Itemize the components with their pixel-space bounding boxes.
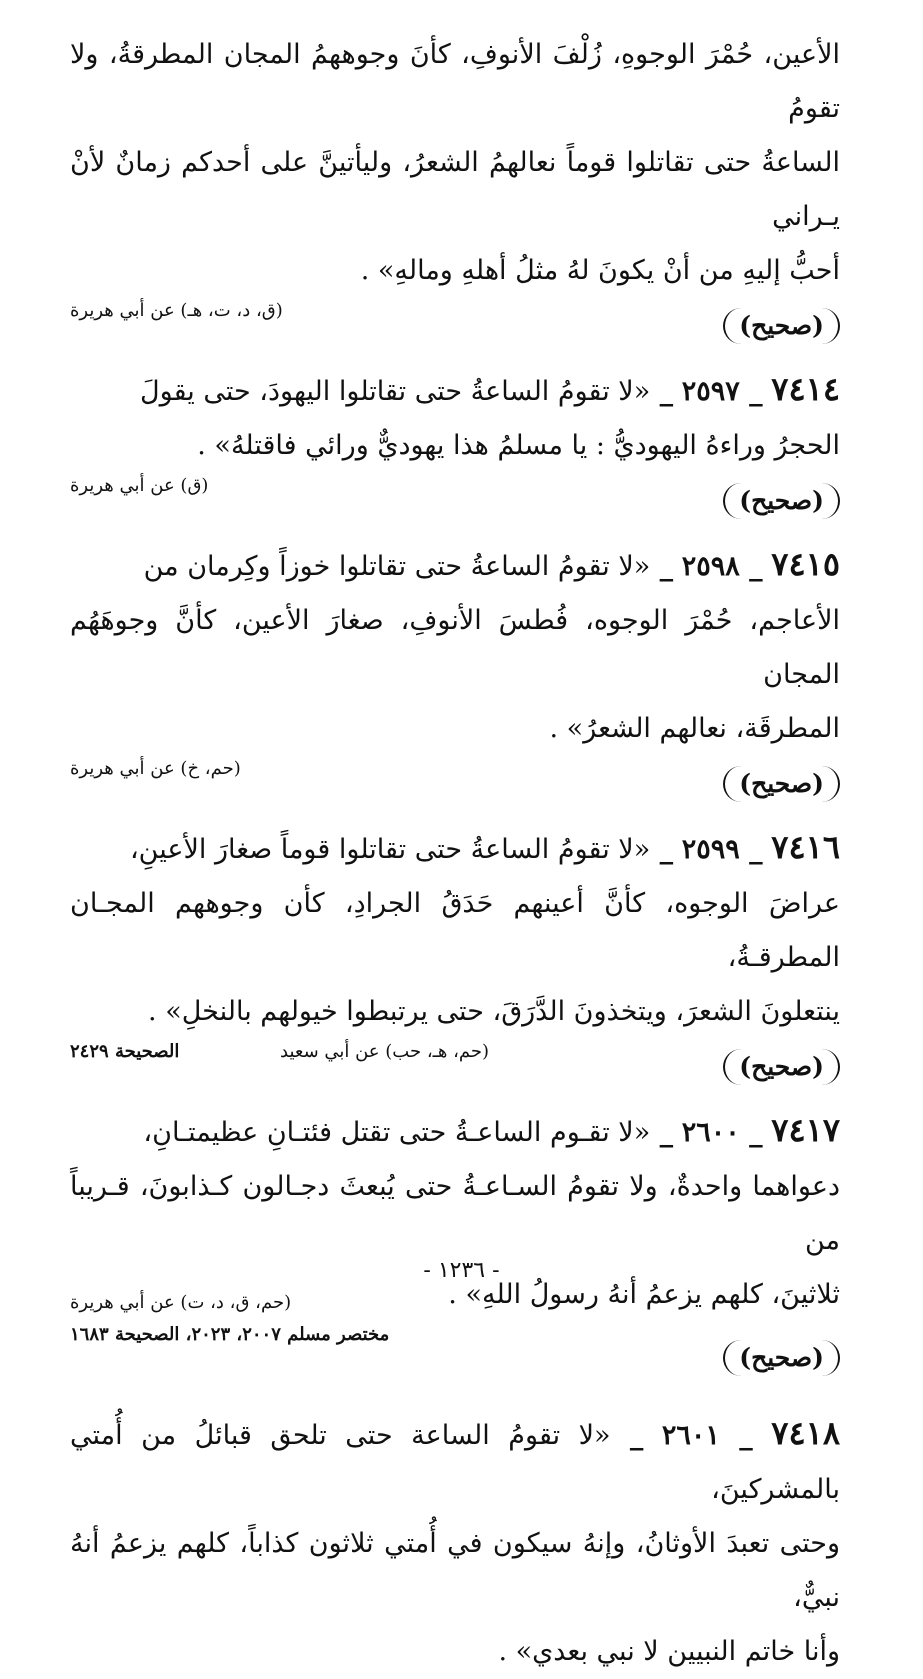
- hadith-sub-number: ٢٦٠١: [661, 1420, 720, 1451]
- text-line: الساعةُ حتى تقاتلوا قوماً نعالهمُ الشعرُ، وليأتينَّ على أحدكم زمانٌ لأنْ يـراني: [70, 147, 840, 232]
- hadith-7416: [70, 820, 840, 1095]
- hadith-meta: [70, 1039, 840, 1095]
- hadith-first-line: ٧٤١٨ _ ٢٦٠١ _ «لا تقومُ الساعة حتى تلحق قبائلُ من أُمتي بالمشركينَ،: [70, 1414, 840, 1505]
- text-line: الحجرُ وراءهُ اليهوديُّ : يا مسلمُ هذا يهوديٌّ ورائي فاقتلهُ» .: [197, 430, 840, 461]
- grade-label: (صحيح): [723, 766, 840, 802]
- hadith-7414: [70, 362, 840, 529]
- source-label: (حم، ق، د، ت) عن أبي هريرة: [70, 1292, 292, 1313]
- text-line: وأنا خاتم النبيين لا نبي بعدي» .: [498, 1636, 840, 1667]
- source-label: (حم، هـ، حب) عن أبي سعيد: [280, 1041, 490, 1062]
- hadith-sub-number: ٢٥٩٩: [681, 834, 740, 865]
- hadith-sub-number: ٢٥٩٨: [681, 551, 740, 582]
- text-line: الأعاجم، حُمْرَ الوجوه، فُطسَ الأنوفِ، صغارَ الأعين، كأنَّ وجوهَهُم المجان: [70, 605, 840, 690]
- grade-label: (صحيح): [723, 1340, 840, 1376]
- text-line: عراضَ الوجوه، كأنَّ أعينهم حَدَقُ الجرادِ، كأن وجوههم المجـان المطرقـةُ،: [70, 888, 840, 973]
- hadith-sub-number: ٢٥٩٧: [681, 376, 740, 407]
- hadith-7415: [70, 537, 840, 812]
- hadith-first-line: ٧٤١٥ _ ٢٥٩٨ _ «لا تقومُ الساعةُ حتى تقاتلوا خوزاً وكِرمان من: [143, 545, 840, 583]
- hadith-sub-number: ٢٦٠٠: [681, 1117, 740, 1148]
- source-label: (حم، خ) عن أبي هريرة: [70, 758, 241, 779]
- page-body: [70, 28, 840, 1679]
- grade-label: (صحيح): [723, 1049, 840, 1085]
- hadith-number: ٧٤١٤: [771, 370, 840, 408]
- text-line: دعواهما واحدةٌ، ولا تقومُ السـاعـةُ حتى يُبعثَ دجـالون كـذابونَ، قـريباً من: [70, 1171, 840, 1256]
- grade-label: (صحيح): [723, 308, 840, 344]
- hadith-number: ٧٤١٥: [771, 545, 840, 583]
- hadith-number: ٧٤١٨: [771, 1414, 840, 1452]
- grade-label: (صحيح): [723, 483, 840, 519]
- text-line: الأعين، حُمْرَ الوجوهِ، زُلْفَ الأنوفِ، كأنَ وجوههمُ المجان المطرقةُ، ولا تقومُ: [70, 39, 840, 124]
- hadith-7418: [70, 1406, 840, 1679]
- reference-label: مختصر مسلم ٢٠٠٧، ٢٠٢٣، الصحيحة ١٦٨٣: [70, 1324, 390, 1345]
- reference-label: الصحيحة ٢٤٢٩: [70, 1041, 180, 1062]
- text-line: «لا تقـوم الساعـةُ حتى تقتل فئتـانِ عظيمتـانِ،: [143, 1117, 651, 1148]
- hadith-meta: [70, 298, 840, 354]
- page-number: - ١٢٣٦ -: [423, 1258, 500, 1283]
- source-label: (ق) عن أبي هريرة: [70, 475, 209, 496]
- text-line: «لا تقومُ الساعة حتى تلحق قبائلُ من أُمتي بالمشركينَ،: [70, 1420, 840, 1505]
- hadith-meta: [70, 756, 840, 812]
- text-line: أحبُّ إليهِ من أنْ يكونَ لهُ مثلُ أهلهِ ومالهِ» .: [360, 255, 840, 286]
- text-line: «لا تقومُ الساعةُ حتى تقاتلوا اليهودَ، حتى يقولَ: [140, 376, 651, 407]
- hadith-first-line: ٧٤١٧ _ ٢٦٠٠ _ «لا تقـوم الساعـةُ حتى تقتل فئتـانِ عظيمتـانِ،: [143, 1111, 840, 1149]
- hadith-first-line: ٧٤١٤ _ ٢٥٩٧ _ «لا تقومُ الساعةُ حتى تقاتلوا اليهودَ، حتى يقولَ: [140, 370, 840, 408]
- text-line: المطرقَة، نعالهم الشعرُ» .: [549, 713, 840, 744]
- hadith-number: ٧٤١٦: [771, 828, 840, 866]
- text-line: «لا تقومُ الساعةُ حتى تقاتلوا خوزاً وكِرمان من: [143, 551, 651, 582]
- text-line: ثلاثينَ، كلهم يزعمُ أنهُ رسولُ اللهِ» .: [448, 1279, 840, 1310]
- text-line: وحتى تعبدَ الأوثانُ، وإنهُ سيكون في أُمتي ثلاثون كذاباً، كلهم يزعمُ أنهُ نبيٌّ،: [70, 1528, 840, 1613]
- hadith-meta: [70, 473, 840, 529]
- hadith-number: ٧٤١٧: [771, 1111, 840, 1149]
- text-line: ينتعلونَ الشعرَ، ويتخذونَ الدَّرَقَ، حتى يرتبطوا خيولهم بالنخلِ» .: [148, 996, 840, 1027]
- source-label: (ق، د، ت، هـ) عن أبي هريرة: [70, 300, 283, 321]
- hadith-7417: [70, 1103, 840, 1384]
- intro-text: [70, 28, 840, 298]
- hadith-first-line: ٧٤١٦ _ ٢٥٩٩ _ «لا تقومُ الساعةُ حتى تقاتلوا قوماً صغارَ الأعينِ،: [129, 828, 840, 866]
- hadith-meta: [70, 1322, 840, 1384]
- text-line: «لا تقومُ الساعةُ حتى تقاتلوا قوماً صغارَ الأعينِ،: [129, 834, 651, 865]
